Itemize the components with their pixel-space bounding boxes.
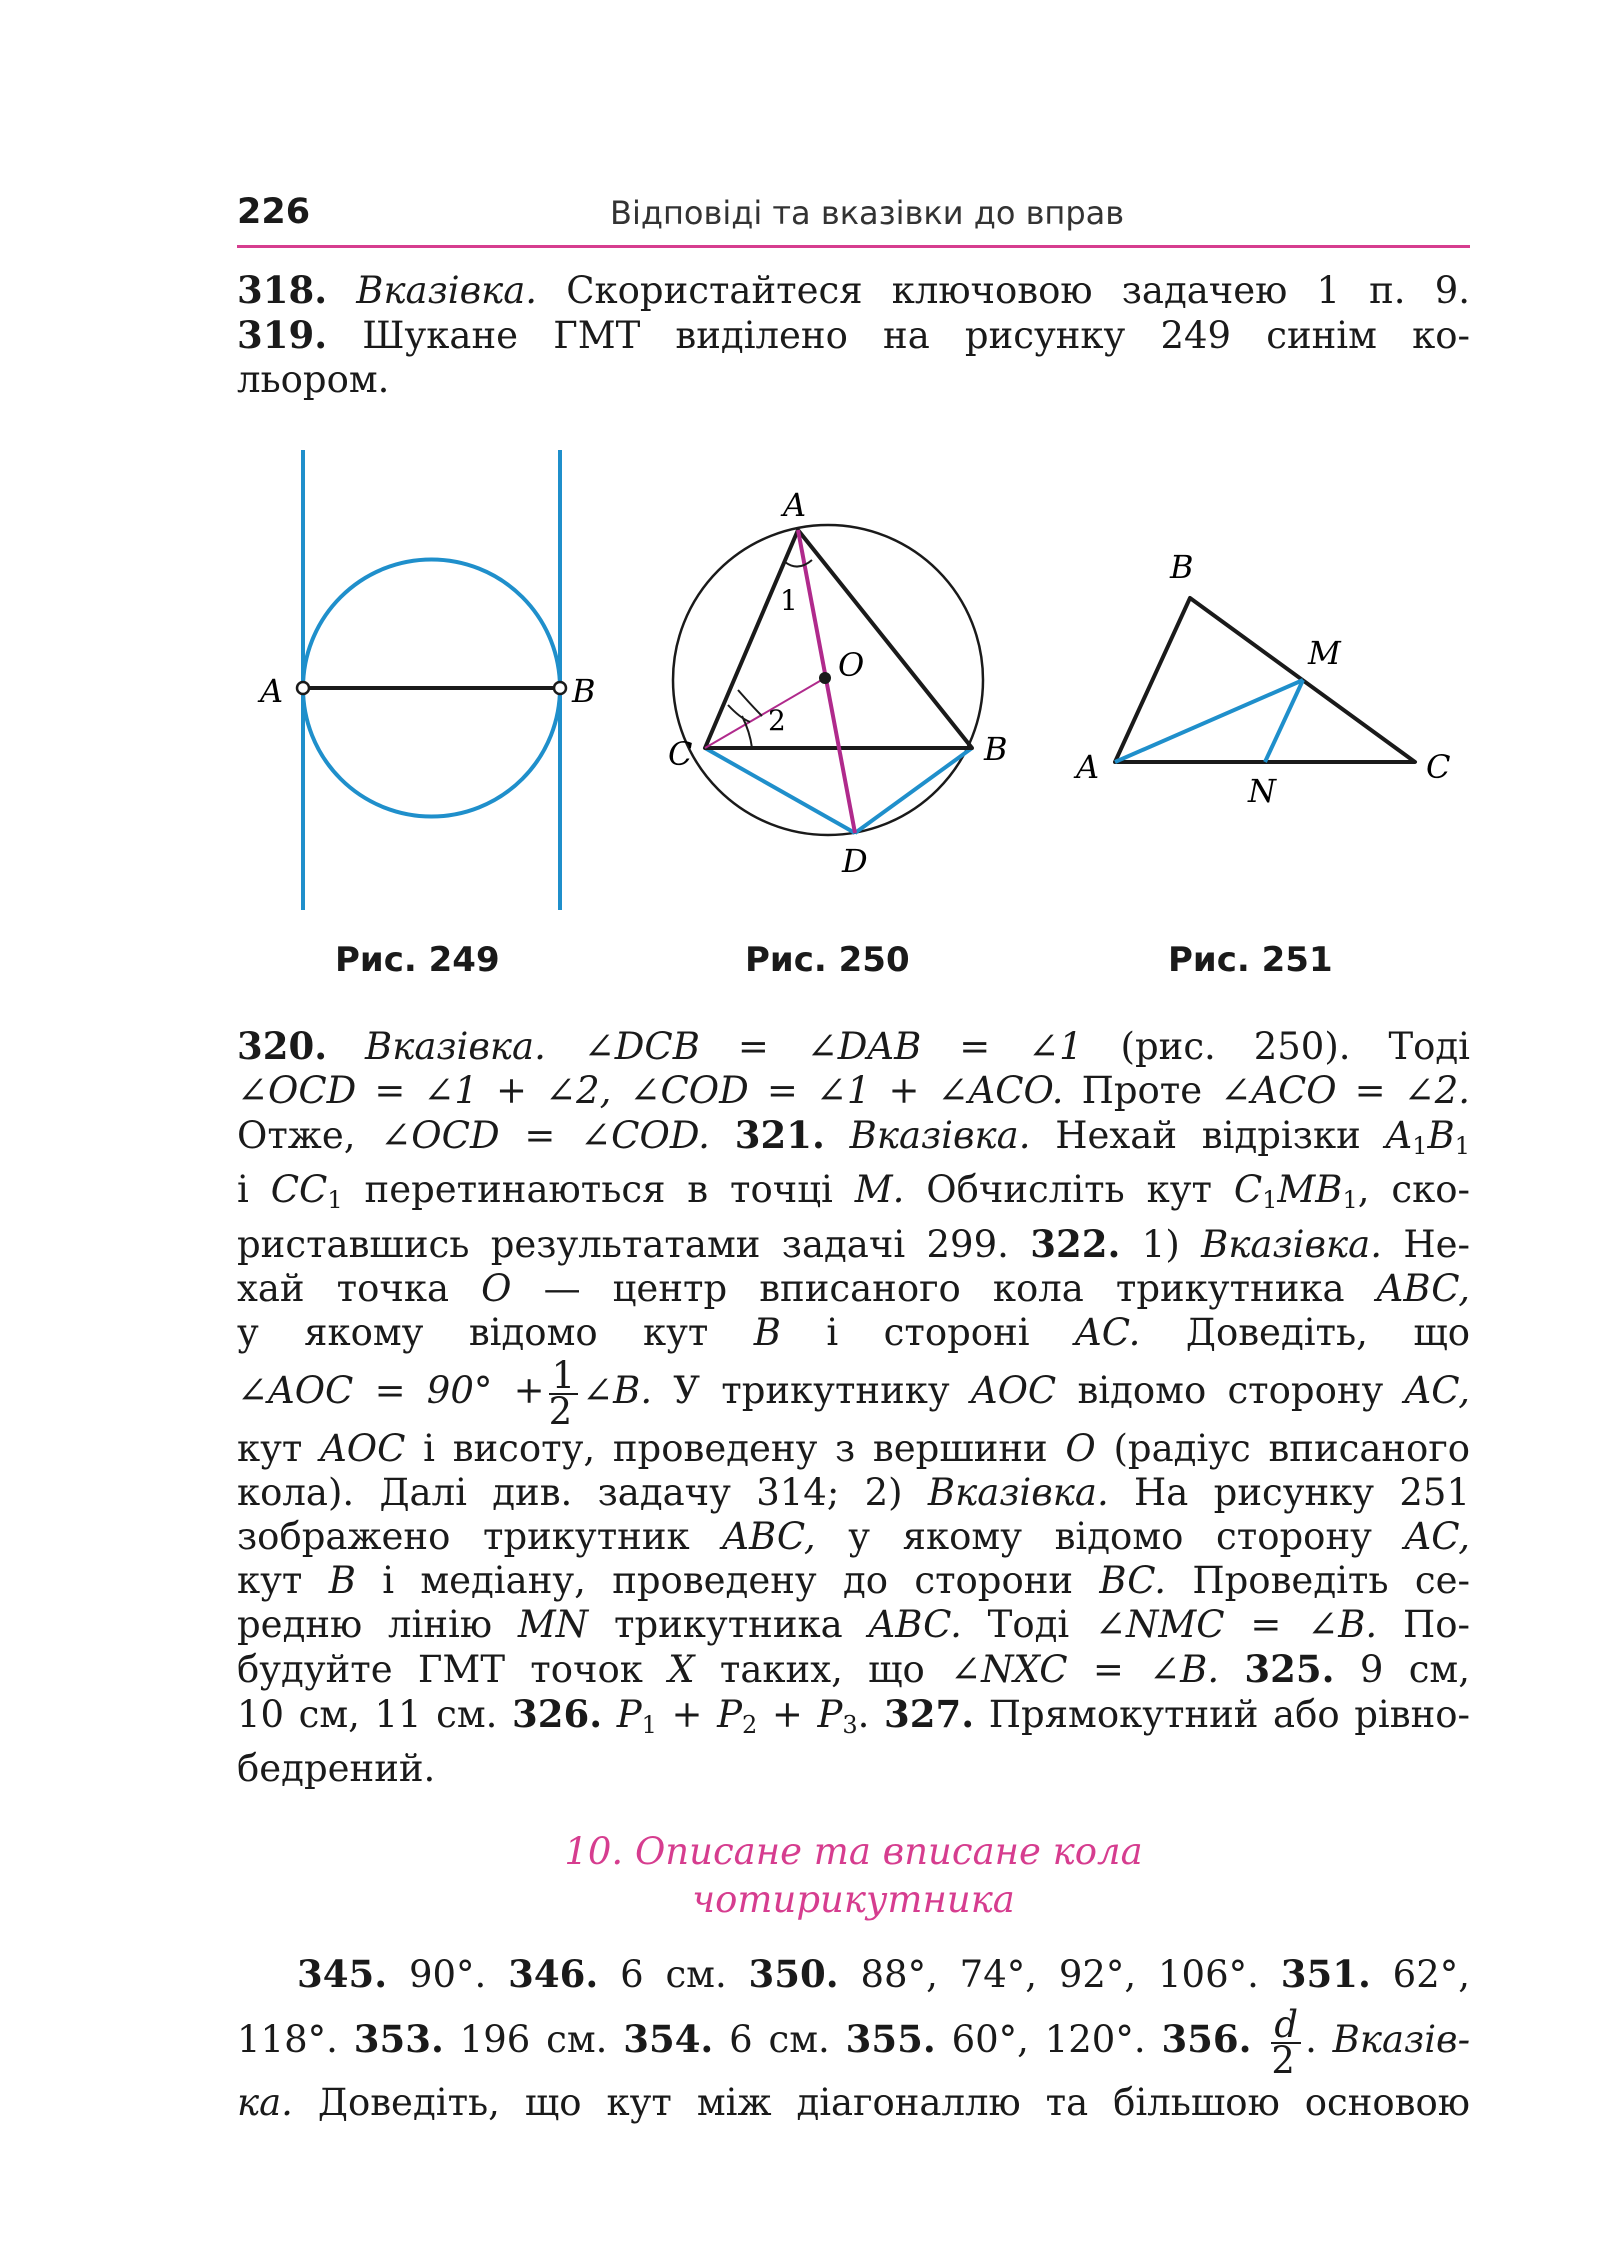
header-rule: [237, 245, 1470, 248]
angle-b: B: [753, 1311, 781, 1354]
formula: ∠NXC = ∠B.: [950, 1648, 1220, 1691]
text: У трикутнику: [673, 1369, 950, 1412]
hint-label: Вказів-: [1332, 2018, 1471, 2061]
exercise-number: 350.: [748, 1952, 839, 1996]
side-ac: AC,: [1404, 1369, 1471, 1412]
text: і: [237, 1168, 249, 1211]
text: кут: [237, 1559, 303, 1602]
label-a: A: [260, 672, 284, 710]
formula: $\frac{d}{2}$ .: [1271, 2002, 1317, 2082]
formula: ∠COD = ∠1 + ∠ACO.: [629, 1069, 1064, 1112]
label-b: B: [572, 672, 596, 710]
text: Прямокутний або рівно-: [988, 1693, 1471, 1736]
point-m: M.: [854, 1168, 905, 1211]
median-am: [1115, 680, 1303, 762]
text: Обчисліть кут: [926, 1168, 1212, 1211]
text: хай точка: [237, 1267, 450, 1310]
paragraph-320-327: [237, 1024, 1470, 1791]
text: 10 см, 11 см.: [237, 1693, 498, 1736]
exercise-number: 354.: [623, 2017, 714, 2061]
text: Проведіть се-: [1192, 1559, 1470, 1602]
text: 6 см.: [620, 1953, 727, 1996]
text: Доведіть, що кут між діагоналлю та більшою основою: [317, 2081, 1470, 2124]
text: 6 см.: [729, 2018, 830, 2061]
point-o: O: [1065, 1427, 1096, 1470]
triangle-abc: ABC.: [868, 1603, 962, 1646]
angle-2-arc: [728, 705, 750, 722]
text: Отже,: [237, 1114, 356, 1157]
exercise-number: 345.: [297, 1952, 388, 1996]
fraction: $\frac{d}{2}$: [1271, 2008, 1301, 2078]
text: трикутника: [613, 1603, 843, 1646]
label-n: N: [1248, 772, 1276, 810]
formula: ∠AOC = 90° + $\frac{1}{2}$ ∠B.: [237, 1353, 653, 1433]
triangle-aoc: AOC: [970, 1369, 1057, 1412]
paragraph-345-356: [237, 1952, 1470, 2125]
label-b: B: [984, 730, 1008, 768]
text: (рис. 250).: [1120, 1025, 1351, 1068]
running-title: Відповіді та вказівки до вправ: [610, 194, 1125, 232]
exercise-number: 320.: [237, 1024, 328, 1068]
segment-cd: [705, 748, 855, 833]
text: Тоді: [1388, 1025, 1471, 1068]
triangle-abc: ABC,: [722, 1515, 816, 1558]
text: 1): [1141, 1223, 1180, 1266]
angle-2-label: 2: [768, 704, 786, 737]
text: риставшись результатами задачі 299.: [237, 1223, 1009, 1266]
formula: ∠ACO = ∠2.: [1220, 1069, 1470, 1112]
text: — центр вписаного кола трикутника: [543, 1267, 1345, 1310]
exercise-number: 351.: [1280, 1952, 1371, 1996]
hint-label: Вказівка.: [927, 1471, 1109, 1514]
segment-mn: MN: [517, 1603, 589, 1646]
text: 196 см.: [459, 2018, 608, 2061]
text: Нехай відрізки: [1055, 1114, 1361, 1157]
exercise-number: 327.: [884, 1692, 975, 1736]
point-x: X: [668, 1648, 695, 1691]
section-title: [237, 1828, 1470, 1924]
label-c: C: [1426, 748, 1451, 786]
angle-c1mb1: $C_1MB_1$, ско-: [1233, 1168, 1471, 1214]
text: Шукане ГМТ виділено на рисунку 249 синім ко-: [362, 314, 1470, 357]
figure-caption: Рис. 251: [1168, 940, 1333, 980]
angle-aoc: AOC: [320, 1427, 406, 1470]
triangle-abc: [705, 530, 972, 748]
page-number: 226: [237, 192, 311, 232]
paragraph-318-319: [237, 268, 1470, 402]
point-a: [297, 682, 309, 694]
exercise-number: 356.: [1161, 2017, 1252, 2061]
exercise-number: 318.: [237, 268, 328, 312]
figure-250: [650, 480, 1030, 880]
exercise-number: 353.: [353, 2017, 444, 2061]
text: у якому відомо кут: [237, 1311, 709, 1354]
text: Тоді: [987, 1603, 1070, 1646]
label-b: B: [1170, 548, 1194, 586]
exercise-number: 322.: [1030, 1222, 1121, 1266]
text: 88°, 74°, 92°, 106°.: [860, 1953, 1259, 1996]
text: будуйте ГМТ точок: [237, 1648, 643, 1691]
side-ac: AC,: [1404, 1515, 1471, 1558]
text: і висоту, проведену з вершини: [423, 1427, 1048, 1470]
point-o: [819, 672, 831, 684]
hint-label: Вказівка.: [849, 1114, 1031, 1157]
hint-label: Вказівка.: [1201, 1223, 1382, 1266]
text: По-: [1403, 1603, 1471, 1646]
text: Скористайтеся ключовою задачею 1 п. 9.: [566, 269, 1470, 312]
triangle-abc: ABC,: [1376, 1267, 1470, 1310]
formula: ∠NMC = ∠B.: [1095, 1603, 1378, 1646]
text: 62°,: [1392, 1953, 1471, 1996]
side-ac: AC.: [1074, 1311, 1141, 1354]
text: і медіану, проведену до сторони: [382, 1559, 1074, 1602]
label-d: D: [842, 842, 868, 880]
label-a: A: [1076, 748, 1100, 786]
text: (радіус вписаного: [1113, 1427, 1470, 1470]
text: льором.: [237, 358, 390, 401]
angle-2-arc-outer: [738, 690, 762, 716]
label-c: C: [668, 735, 693, 773]
text: Не-: [1403, 1223, 1470, 1266]
text: 90°.: [408, 1953, 487, 1996]
text: редню лінію: [237, 1603, 493, 1646]
exercise-number: 321.: [734, 1113, 825, 1157]
text: перетинаються в точці: [364, 1168, 833, 1211]
point-b: [554, 682, 566, 694]
triangle-abc: [1115, 598, 1415, 762]
formula: ∠OCD = ∠1 + ∠2,: [237, 1069, 612, 1112]
angle-b: B: [328, 1559, 356, 1602]
segment-a1b1: $A_1B_1$: [1385, 1114, 1471, 1160]
text: 118°.: [237, 2018, 338, 2061]
hint-label: Вказівка.: [356, 269, 538, 312]
side-bc: BC.: [1099, 1559, 1167, 1602]
figure-251: [1060, 540, 1480, 820]
exercise-number: 355.: [845, 2017, 936, 2061]
segment-cc1: $CC_1$: [270, 1168, 343, 1214]
text: у якому відомо сторону: [848, 1515, 1372, 1558]
text: зображено трикутник: [237, 1515, 690, 1558]
text: і стороні: [826, 1311, 1030, 1354]
point-o: O: [481, 1267, 512, 1310]
formula: $P_1 + P_2 + P_3$.: [616, 1693, 870, 1739]
hint-label: Вказівка.: [365, 1025, 546, 1068]
text: кола). Далі див. задачу 314; 2): [237, 1471, 903, 1514]
text: кут: [237, 1427, 303, 1470]
label-o: O: [838, 646, 865, 684]
text: Доведіть, що: [1185, 1311, 1471, 1354]
text: таких, що: [719, 1648, 925, 1691]
figure-caption: Рис. 249: [335, 940, 500, 980]
formula: ∠DCB = ∠DAB = ∠1: [583, 1025, 1083, 1068]
section-title-line: 10. Описане та вписане кола: [564, 1830, 1143, 1873]
fraction: $\frac{1}{2}$: [549, 1359, 579, 1429]
label-a: A: [783, 486, 807, 524]
text: відомо сторону: [1077, 1369, 1384, 1412]
text: 9 см,: [1359, 1648, 1470, 1691]
exercise-number: 319.: [237, 313, 328, 357]
text: На рисунку 251: [1134, 1471, 1470, 1514]
figure-249: [240, 440, 600, 920]
formula: ∠OCD = ∠COD.: [380, 1114, 710, 1157]
hint-label: ка.: [237, 2081, 293, 2124]
exercise-number: 346.: [508, 1952, 599, 1996]
segment-db: [855, 748, 972, 833]
segment-oc: [705, 678, 825, 748]
exercise-number: 326.: [512, 1692, 603, 1736]
text: 60°, 120°.: [951, 2018, 1146, 2061]
figure-caption: Рис. 250: [745, 940, 910, 980]
angle-1-arc: [785, 560, 812, 567]
label-m: M: [1308, 634, 1341, 672]
text: Проте: [1081, 1069, 1203, 1112]
exercise-number: 325.: [1244, 1647, 1335, 1691]
section-title-line: чотирикутника: [692, 1878, 1015, 1921]
text: бедрений.: [237, 1747, 436, 1790]
angle-1-label: 1: [780, 584, 798, 617]
